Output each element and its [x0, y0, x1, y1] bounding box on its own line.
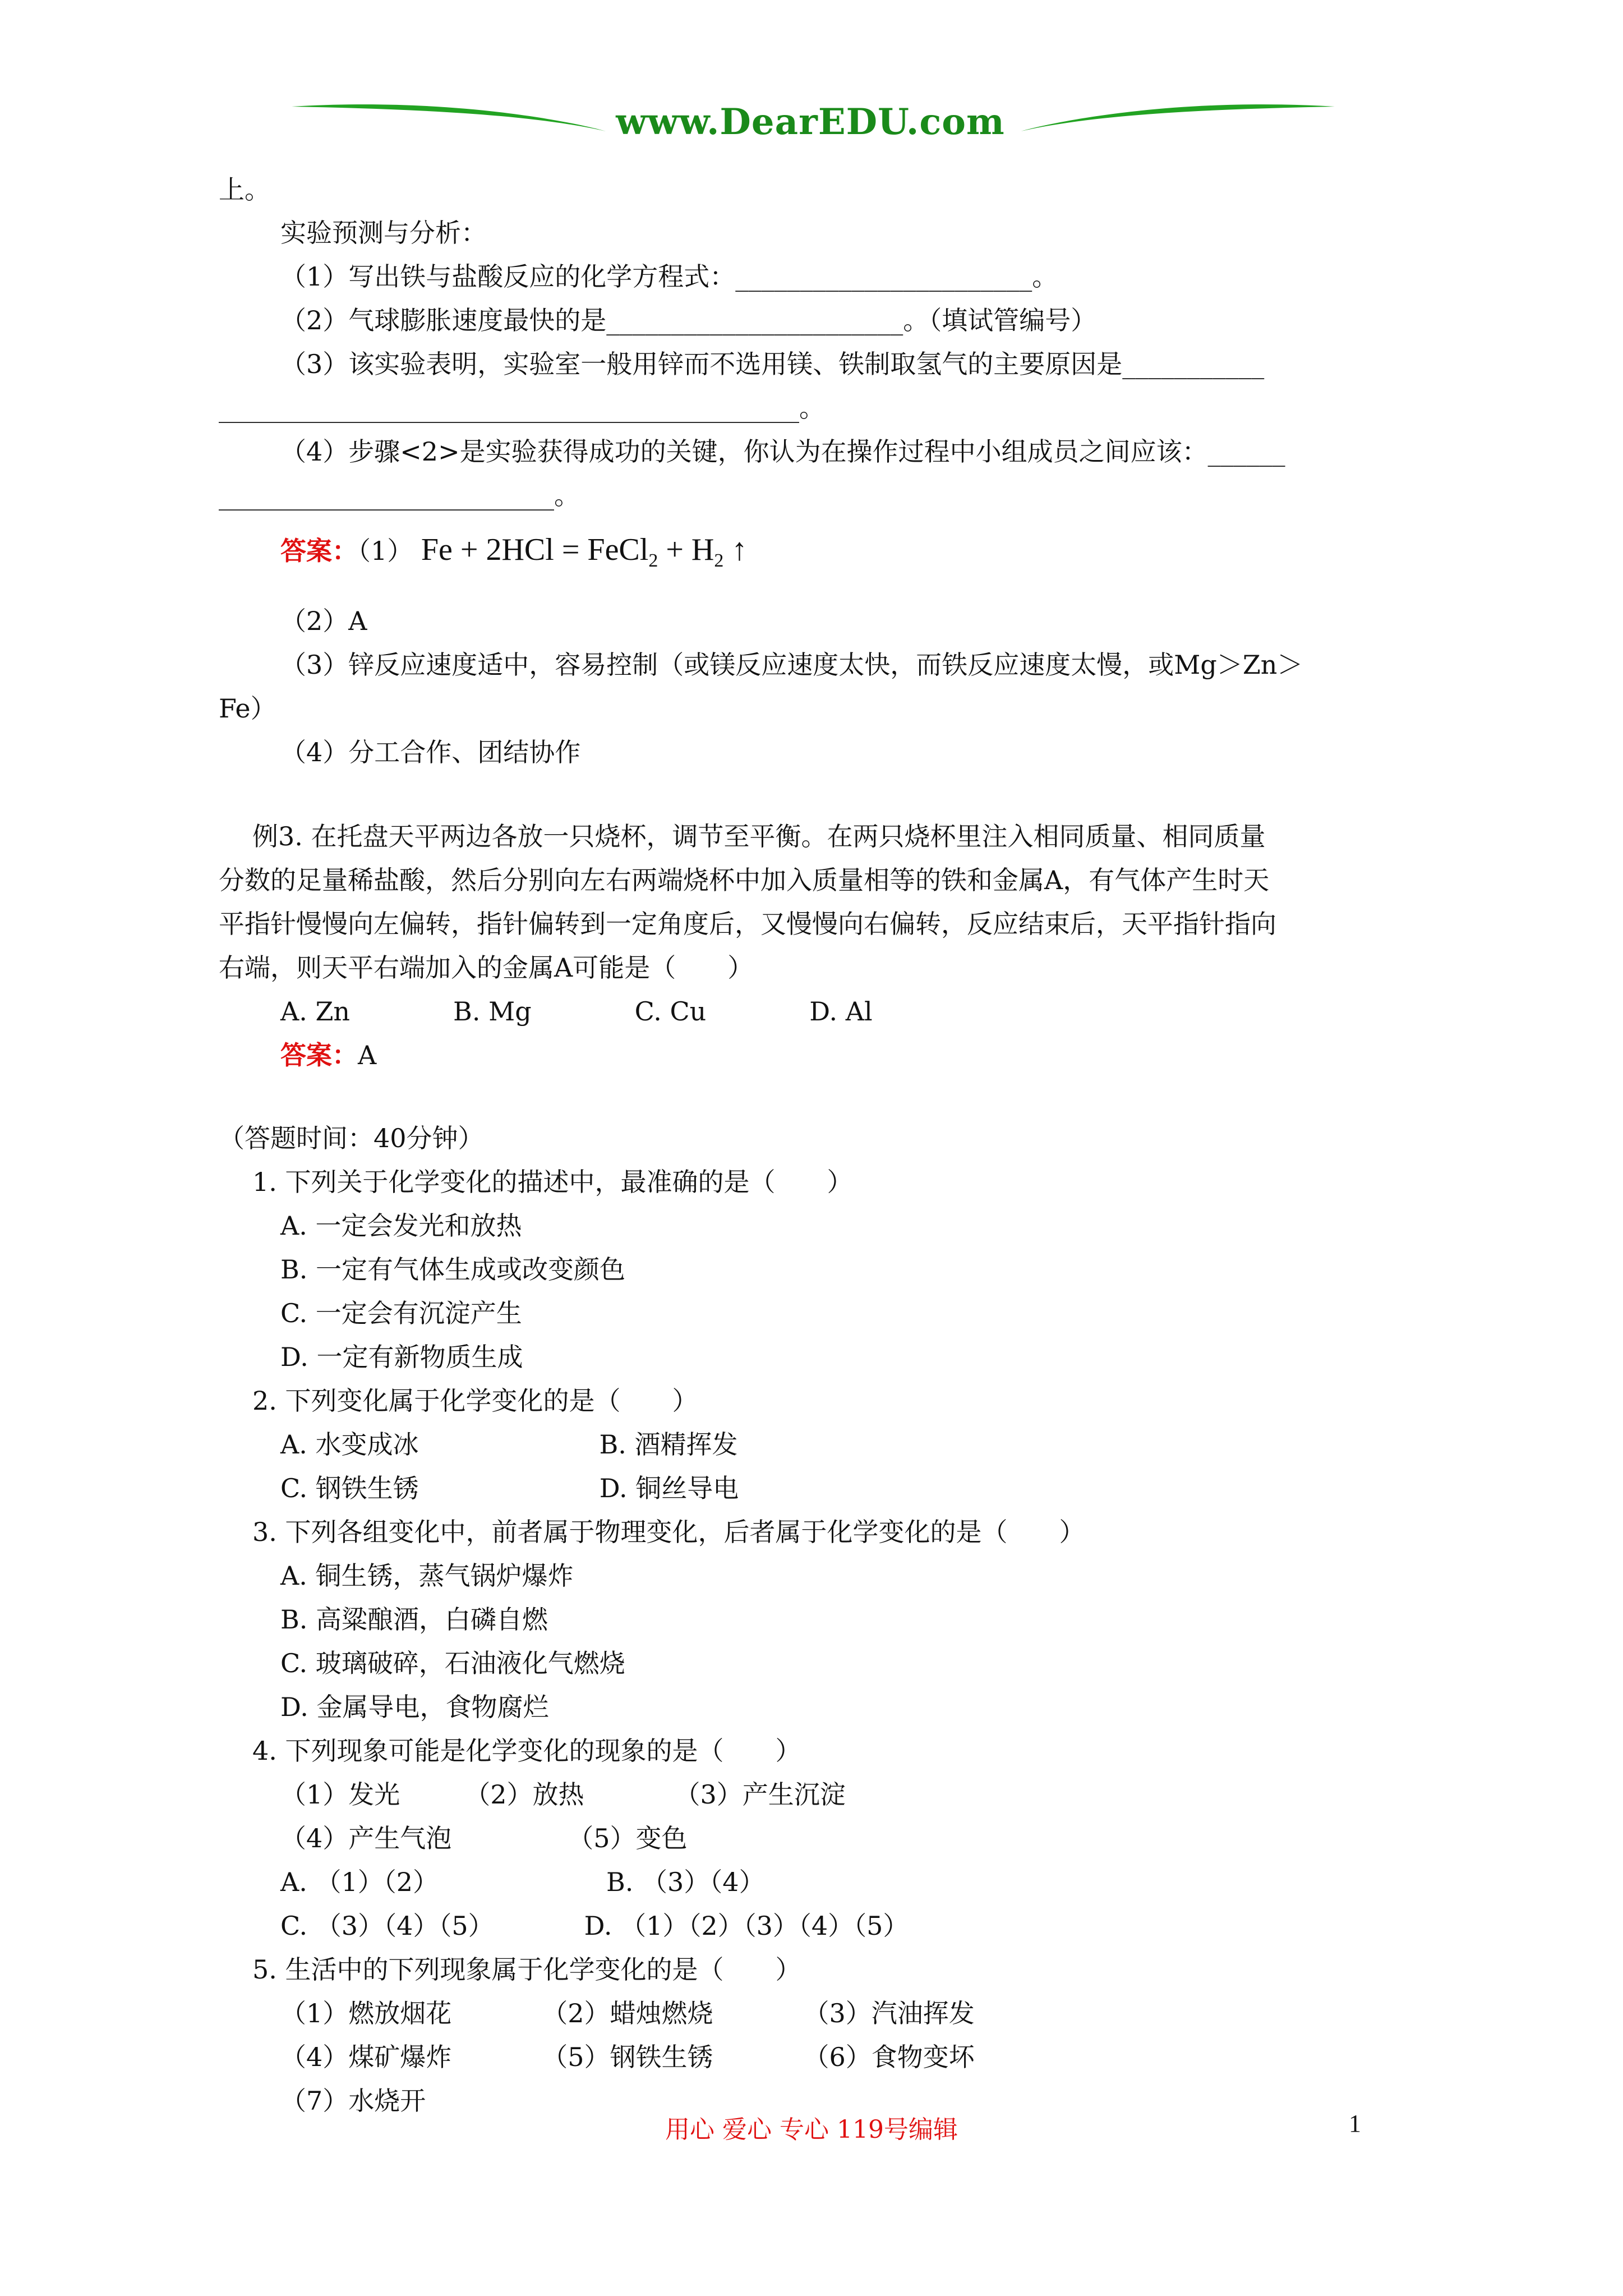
text-line: （7）水烧开 [280, 2086, 426, 2116]
text-line: （4）煤矿爆炸 （5）钢铁生锈 （6）食物变坏 [280, 2042, 975, 2072]
text-line: A. 一定会发光和放热 [280, 1211, 522, 1241]
footer-text: 用心 爱心 专心 119号编辑 [665, 2115, 958, 2144]
text-line: 上。 [219, 174, 270, 205]
text-line: A. Zn B. Mg C. Cu D. Al [280, 996, 873, 1027]
text-line: Fe） [219, 693, 276, 724]
text-line: C. 钢铁生锈 D. 铜丝导电 [280, 1473, 739, 1503]
text-line: 4. 下列现象可能是化学变化的现象的是（ ） [252, 1736, 801, 1766]
text-line: （答题时间：40分钟） [219, 1123, 484, 1153]
answer-1 [280, 533, 747, 578]
text-line: D. 一定有新物质生成 [280, 1342, 523, 1372]
text-line: （4）步骤<2>是实验获得成功的关键，你认为在操作过程中小组成员之间应该：______ [280, 436, 1285, 467]
text-line: （3）该实验表明，实验室一般用锌而不选用镁、铁制取氢气的主要原因是___________ [280, 349, 1265, 379]
text-line: （2）A [280, 606, 367, 636]
site-title: www.DearEDU.com [616, 101, 1005, 143]
answer-label: 答案： [280, 1040, 358, 1070]
text-line: A. 铜生锈，蒸气锅炉爆炸 [280, 1561, 574, 1591]
text-line: 分数的足量稀盐酸，然后分别向左右两端烧杯中加入质量相等的铁和金属A，有气体产生时天 [219, 865, 1270, 895]
text-line: 1. 下列关于化学变化的描述中，最准确的是（ ） [252, 1167, 853, 1197]
text-line: 2. 下列变化属于化学变化的是（ ） [252, 1386, 698, 1416]
text-line: 实验预测与分析： [280, 218, 487, 248]
answer-2 [280, 1038, 376, 1072]
text-line: 例3. 在托盘天平两边各放一只烧杯，调节至平衡。在两只烧杯里注入相同质量、相同质量 [252, 821, 1266, 852]
text-line: B. 一定有气体生成或改变颜色 [280, 1254, 626, 1285]
text-line: C. 一定会有沉淀产生 [280, 1298, 522, 1328]
text-line: （1）燃放烟花 （2）蜡烛燃烧 （3）汽油挥发 [280, 1998, 975, 2028]
answer-number: （1） [358, 536, 413, 566]
left-swoosh-icon [292, 104, 606, 131]
text-line: 3. 下列各组变化中，前者属于物理变化，后者属于化学变化的是（ ） [252, 1517, 1085, 1547]
page-number: 1 [1349, 2110, 1361, 2137]
text-line: _____________________________________________。 [219, 393, 825, 423]
chemical-equation: Fe + 2HCl = FeCl$_2$ + $H_2$ ↑ [421, 532, 748, 572]
text-line: （4）分工合作、团结协作 [280, 737, 581, 767]
text-line: C. 玻璃破碎，石油液化气燃烧 [280, 1648, 625, 1678]
text-line: （4）产生气泡 （5）变色 [280, 1823, 688, 1853]
text-line: B. 高粱酿酒，白磷自燃 [280, 1604, 548, 1635]
text-line: D. 金属导电，食物腐烂 [280, 1692, 549, 1722]
text-line: （3）锌反应速度适中，容易控制（或镁反应速度太快，而铁反应速度太慢，或Mg＞Zn＞ [280, 650, 1303, 680]
text-line: （1）发光 （2）放热 （3）产生沉淀 [280, 1779, 846, 1810]
answer-label: 答案： [280, 536, 358, 566]
text-line: 右端，则天平右端加入的金属A可能是（ ） [219, 953, 754, 983]
text-line: A. 水变成冰 B. 酒精挥发 [280, 1429, 738, 1460]
text-line: 5. 生活中的下列现象属于化学变化的是（ ） [252, 1954, 801, 1985]
text-line: （2）气球膨胀速度最快的是_______________________。（填试管编号） [280, 305, 1097, 335]
text-line: （1）写出铁与盐酸反应的化学方程式：_______________________。 [280, 261, 1058, 292]
text-line: C. （3）（4）（5） D. （1）（2）（3）（4）（5） [280, 1911, 909, 1941]
text-line: __________________________。 [219, 480, 580, 510]
answer-value: A [358, 1040, 377, 1070]
text-line: 平指针慢慢向左偏转，指针偏转到一定角度后，又慢慢向右偏转，反应结束后，天平指针指向 [219, 909, 1276, 939]
right-swoosh-icon [1021, 104, 1335, 131]
text-line: A. （1）（2） B. （3）（4） [280, 1867, 765, 1897]
